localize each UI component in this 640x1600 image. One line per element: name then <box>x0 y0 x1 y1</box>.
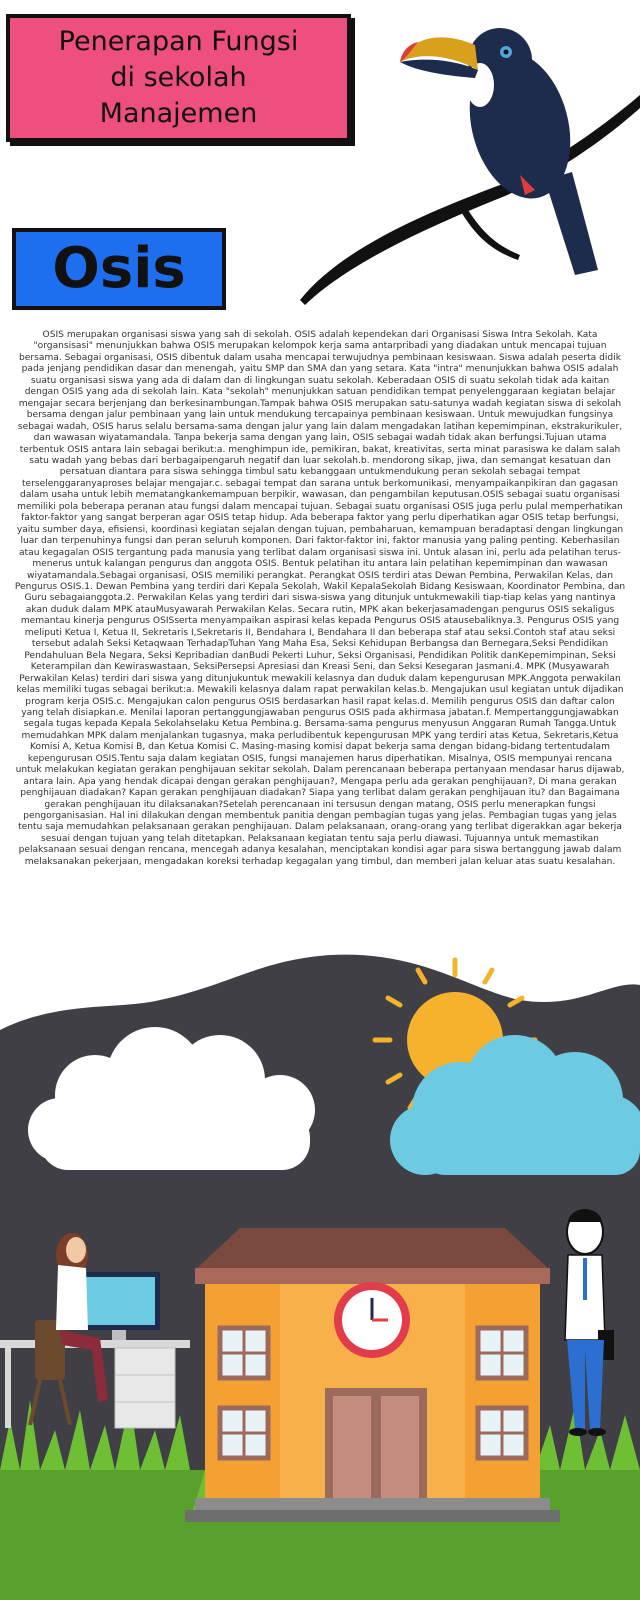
title-line-3: Manajemen <box>99 98 258 129</box>
twig <box>460 205 520 260</box>
toucan-bird-illustration <box>290 18 640 308</box>
school-scene-illustration <box>0 950 640 1600</box>
article-body: OSIS merupakan organisasi siswa yang sah di sekolah. OSIS adalah kependekan dari Organisasi Siswa Intra Sekolah. Kata "organsisasi" menunjukkan bahwa OSIS merupakan kelompok kerja sama antarpribadi yang diadakan untuk mencapai tujuan bersama. Sebagai organisasi, OSIS dibentuk dalam usaha mencapai terwujudnya pembinaan kesiswaan. Siswa adalah peserta didik pada jenjang pendidikan dasar dan menengah, yaitu SMP dan SMA dan yang setara. Kata "intra" menunjukkan bahwa OSIS adalah suatu organisasi siswa yang ada di dalam dan di lingkungan suatu sekolah. Keberadaan OSIS di suatu sekolah tidak ada kaitan dengan OSIS yang ada di sekolah lain. Kata "sekolah" menunjukkan satuan pendidikan tempat penyelenggaraan kegiatan belajar mengajar secara berjenjang dan berkesinambungan.Tampak bahwa OSIS merupakan satu-satunya wadah kegiatan siswa di sekolah bersama dengan jalur pembinaan yang lain untuk mendukung tercapainya pembinaan kesiswaan. Untuk mewujudkan fungsinya sebagai wadah, OSIS harus selalu bersama-sama dengan jalur yang lain dalam mengadakan latihan kepemimpinan, ekstrakurikuler, dan wawasan wiyatamandala. Tanpa bekerja sama dengan yang lain, OSIS sebagai wadah tidak akan berfungsi.Tujuan utama terbentuk OSIS antara lain sebagai berikut:a. menghimpun ide, pemikiran, bakat, kreativitas, serta minat parasiswa ke dalam salah satu wadah yang bebas dari berbagaipengaruh negatif dan luar sekolah.b. mendorong sikap, jiwa, dan semangat kesatuan dan persatuan diantara para siswa sehingga timbul satu kebanggaan untukmendukung peran sekolah sebagai tempat terselenggaranyaproses belajar mengajar.c. sebagai tempat dan sarana untuk berkomunikasi, menyampaikanpikiran dan gagasan dalam usaha untuk lebih mematangkankemampuan berpikir, wawasan, dan pengambilan keputusan.OSIS sebagai suatu organisasi memiliki pola beberapa peranan atau fungsi dalam mencapai tujuan. Sebagai suatu organisasi OSIS juga perlu pulal memperhatikan faktor-faktor yang sangat berperan agar OSIS tetap hidup. Ada beberapa faktor yang perlu diperhatikan agar OSIS tetap berfungsi, yaitu sumber daya, efisiensi, koordinasi kegiatan sejalan dengan tujuan, pembaharuan, kemampuan beradaptasi dengan lingkungan luar dan terpenuhinya fungsi dan peran seluruh komponen. Dari faktor-faktor ini, faktor manusia yang paling penting. Keberhasilan atau kegagalan OSIS tergantung pada manusia yang terlibat dalam organisasi siswa ini. Untuk alasan ini, perlu ada pelatihan terus-menerus untuk kalangan pengurus dan anggota OSIS. Bentuk pelatihan itu antara lain pelatihan kepemimpinan dan wawasan wiyatamandala.Sebagai organisasi, OSIS memiliki perangkat. Perangkat OSIS terdiri atas Dewan Pembina, Perwakilan Kelas, dan Pengurus OSIS.1. Dewan Pembina yang terdiri dari Kepala Sekolah, Wakil KepalaSekolah Bidang Kesiswaan, Koordinator Pembina, dan Guru sebagaianggota.2. Perwakilan Kelas yang terdiri dari siswa-siswa yang ditunjuk untukmewakili tiap-tiap kelas yang nantinya akan duduk dalam MPK atauMusyawarah Perwakilan Kelas. Secara rutin, MPK akan bekerjasamadengan pengurus OSIS sekaligus memantau kinerja pengurus OSISserta menyampaikan aspirasi kelas kepada Pengurus OSIS atausebaliknya.3. Pengurus OSIS yang meliputi Ketua I, Ketua II, Sekretaris I,Sekretaris II, Bendahara I, Bendahara II dan beberapa staf atau seksi.Contoh staf atau seksi tersebut adalah Seksi Ketaqwaan TerhadapTuhan Yang Maha Esa, Seksi Kehidupan Berbangsa dan Bernegara,Seksi Pendidikan Pendahuluan Bela Negara, Seksi Kepribadian danBudi Pekerti Luhur, Seksi Organisasi, Pendidikan Politik danKepemimpinan, Seksi Keterampilan dan Kewiraswastaan, SeksiPersepsi Apresiasi dan Kreasi Seni, dan Seksi Kesegaran Jasmani.4. MPK (Musyawarah Perwakilan Kelas) terdiri dari siswa yang ditunjukuntuk mewakili kelasnya dan duduk dalam kepengurusan MPK.Anggota perwakilan kelas memiliki tugas sebagai berikut:a. Mewakili kelasnya dalam rapat perwakilan kelas.b. Mengajukan usul kegiatan untuk dijadikan program kerja OSIS.c. Mengajukan calon pengurus OSIS berdasarkan hasil rapat kelas.d. Memilih pengurus OSIS dan daftar calon yang telah disiapkan.e. Menilai laporan pertanggungjawaban pengurus OSIS pada akhirmasa jabatan.f. Mempertanggungjawabkan segala tugas kepada Kepala Sekolahselaku Ketua Pembina.g. Bersama-sama pengurus menyusun Anggaran Rumah Tangga.Untuk memudahkan MPK dalam menjalankan tugasnya, maka perludibentuk kepengurusan MPK yang terdiri atas Ketua, Sekretaris,Ketua Komisi A, Ketua Komisi B, dan Ketua Komisi C. Masing-masing komisi dapat bekerja sama dengan bidang-bidang tertentudalam kepengurusan OSIS.Tentu saja dalam kegiatan OSIS, fungsi manajemen harus diperhatikan. Misalnya, OSIS mempunyai rencana untuk melakukan kegiatan gerakan penghijauan sekitar sekolah. Dalam perencanaan beberapa pertanyaan mendasar harus dijawab, antara lain. Apa yang hendak dicapai dengan gerakan penghijauan?, Mengapa perlu ada gerakan penghijauan?, Di mana gerakan penghijauan diadakan? Kapan gerakan penghijauan diadakan? Siapa yang terlibat dalam gerakan penghijauan itu? dan Bagaimana gerakan penghijauan itu dilaksanakan?Setelah perencanaan ini tersusun dengan matang, OSIS perlu menerapkan fungsi pengorganisasian. Hal ini dilakukan dengan membentuk panitia dengan pembagian tugas yang jelas. Pembagian tugas yang jelas tentu saja memudahkan pelaksanaan gerakan penghijauan. Dalam pelaksanaan, orang-orang yang terlibat digerakkan agar bekerja sesuai dengan tujuan yang telah ditetapkan. Pelaksanaan kegiatan tentu saja perlu diawasi. Tujuannya untuk memastikan pelaksanaan sesuai dengan rencana, mencegah adanya kesalahan, menciptakan kondisi agar para siswa bertanggung jawab dalam melaksanakan pekerjaan, mengadakan koreksi terhadap kegagalan yang timbul, dan memberi jalan keluar atas suatu kesalahan. <box>14 330 626 867</box>
title-line-1: Penerapan Fungsi <box>58 26 299 57</box>
title-line-2: di sekolah <box>110 62 247 93</box>
branch <box>300 95 640 305</box>
school-building-illustration <box>185 1228 560 1522</box>
osis-banner <box>12 228 226 310</box>
osis-heading: Osis <box>52 236 186 301</box>
clock-icon <box>334 1282 410 1358</box>
